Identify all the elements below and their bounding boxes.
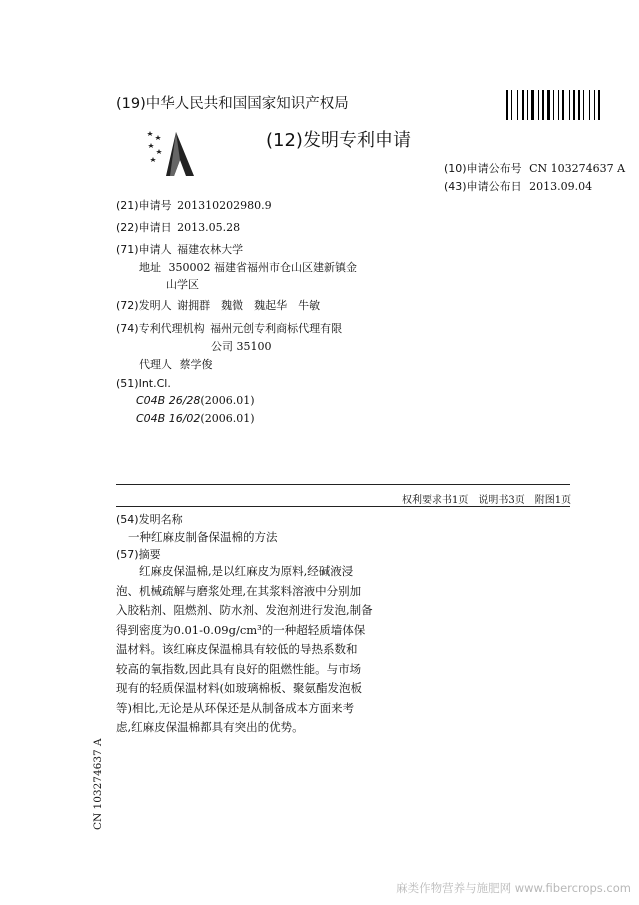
applicant-label: (71)申请人 [116, 243, 172, 256]
abstract-text [116, 562, 556, 738]
barcode-bar [522, 90, 524, 120]
barcode-bar [594, 90, 595, 120]
abstract-line: 虑,红麻皮保温棉都具有突出的优势。 [116, 720, 304, 734]
publication-number-label: (10)申请公布号 [444, 162, 522, 175]
barcode-bar [527, 90, 528, 120]
invention-title: 一种红麻皮制备保温棉的方法 [128, 530, 278, 544]
barcode-bar [542, 90, 544, 120]
address [139, 259, 357, 275]
filing-date [116, 219, 240, 235]
barcode-bar [583, 90, 584, 120]
barcode-bar [558, 90, 559, 120]
barcode-bar [511, 90, 512, 120]
document-type: (12)发明专利申请 [266, 130, 411, 151]
abstract-line: 红麻皮保温棉,是以红麻皮为原料,经碱液浸 [139, 564, 354, 578]
barcode-bar [547, 90, 550, 120]
ipc-entry-2 [136, 412, 255, 425]
abstract-label [116, 546, 161, 562]
address-line-1: 350002 福建省福州市仓山区建新镇金 [168, 261, 357, 274]
agent-value: 蔡学俊 [179, 358, 213, 371]
ipc-code-1: C04B 26/28 [136, 394, 201, 407]
publication-date [444, 178, 592, 194]
barcode-bar [506, 90, 508, 120]
barcode-bar [578, 90, 580, 120]
authority-title: (19)中华人民共和国国家知识产权局 [116, 96, 349, 112]
abstract-line: 入胶粘剂、阻燃剂、防水剂、发泡剂进行发泡,制备 [116, 603, 373, 617]
ipc-version-2: (2006.01) [200, 412, 255, 425]
abstract-line: 泡、机械疏解与磨浆处理,在其浆料溶液中分别加 [116, 583, 362, 598]
abstract-line: 现有的轻质保温材料(如玻璃棉板、聚氨酯发泡板 [116, 681, 362, 695]
title-label-text: (54)发明名称 [116, 513, 183, 526]
patent-agency [116, 320, 342, 336]
section-divider [116, 484, 570, 485]
barcode [506, 90, 620, 120]
ipc-version-1: (2006.01) [200, 394, 255, 407]
publication-date-label: (43)申请公布日 [444, 180, 522, 193]
barcode-bar [538, 90, 539, 120]
abstract-line: 得到密度为0.01-0.09g/cm³的一种超轻质墙体保 [116, 622, 366, 637]
application-number-value: 201310202980.9 [177, 199, 272, 212]
barcode-bar [598, 90, 600, 120]
abstract-label-text: (57)摘要 [116, 548, 161, 561]
inventors-label: (72)发明人 [116, 299, 172, 312]
section-divider-2 [116, 506, 570, 507]
publication-number-value: CN 103274637 A [529, 162, 626, 175]
inventors [116, 297, 320, 313]
abstract-line: 等)相比,无论是从环保还是从制备成本方面来考 [116, 700, 355, 715]
abstract-line: 温材料。该红麻皮保温棉具有较低的导热系数和 [116, 642, 358, 656]
inventors-value: 谢拥群 魏微 魏起华 牛敏 [177, 299, 321, 312]
barcode-bar [589, 90, 590, 120]
agent [139, 356, 213, 372]
sipo-emblem-icon [146, 130, 198, 180]
patent-agency-value: 福州元创专利商标代理有限 [210, 322, 343, 335]
patent-agency-line-2: 公司 35100 [211, 340, 272, 353]
application-number [116, 197, 272, 213]
ipc-entry-1 [136, 394, 255, 407]
address-line-2: 山学区 [166, 278, 199, 291]
filing-date-label: (22)申请日 [116, 221, 172, 234]
ipc-code-2: C04B 16/02 [136, 412, 201, 425]
pages-info: 权利要求书1页 说明书3页 附图1页 [402, 495, 572, 506]
abstract-line: 较高的氧指数,因此具有良好的阻燃性能。与市场 [116, 661, 362, 676]
barcode-bar [573, 90, 575, 120]
barcode-bar [517, 90, 518, 120]
applicant-value: 福建农林大学 [177, 243, 244, 256]
barcode-bar [569, 90, 570, 120]
application-number-label: (21)申请号 [116, 199, 172, 212]
patent-agency-label: (74)专利代理机构 [116, 322, 205, 335]
side-publication-number: CN 103274637 A [92, 738, 104, 830]
ipc-label: (51)Int.Cl. [116, 377, 171, 390]
ipc-heading [116, 377, 171, 390]
address-label: 地址 [139, 261, 161, 274]
invention-title-label [116, 511, 183, 527]
publication-date-value: 2013.09.04 [529, 180, 593, 193]
applicant [116, 241, 243, 257]
publication-number [444, 160, 625, 176]
barcode-bar [531, 90, 534, 120]
barcode-bar [562, 90, 564, 120]
watermark: 麻类作物营养与施肥网 www.fibercrops.com [396, 881, 631, 895]
filing-date-value: 2013.05.28 [177, 221, 241, 234]
agent-label: 代理人 [139, 358, 172, 371]
barcode-bar [553, 90, 554, 120]
